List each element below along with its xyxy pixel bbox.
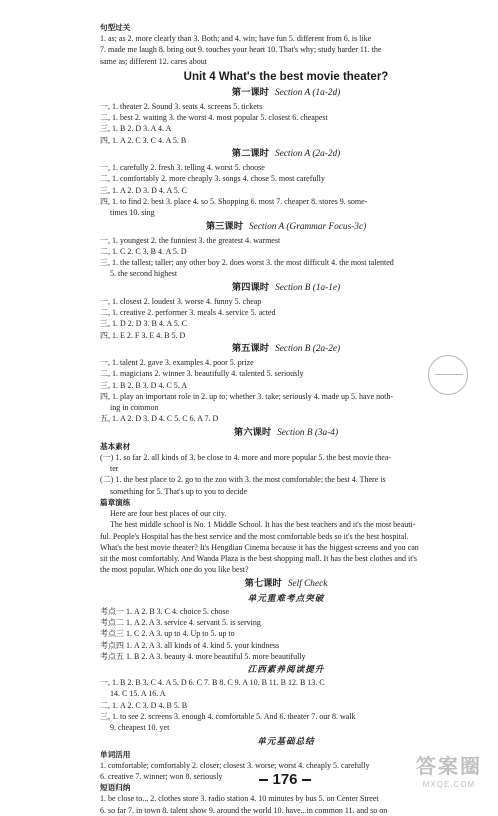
lesson-heading-3	[100, 220, 472, 234]
lesson-section: Section B (1a-1e)	[275, 282, 341, 293]
answer-line: 考点二 1. A 2. A 3. service 4. servant 5. is serving	[100, 617, 261, 627]
answer-line: 一, 1. carefully 2. fresh 3. telling 4. worst 5. choose	[100, 163, 265, 173]
answer-line: 二, 1. comfortably 2. more cheaply 3. songs 4. chose 5. most carefully	[100, 174, 325, 184]
answer-line: 一, 1. talent 2. gave 3. examples 4. poor 5. prize	[100, 357, 254, 367]
answer-line: 6. creative 7. winner; won 8. seriously	[100, 771, 223, 781]
answer-line: 三, 1. to see 2. screens 3. enough 4. comfortable 5. And 6. theater 7. our 8. walk	[100, 712, 356, 722]
section-heading-phrases: 短语归纳	[100, 783, 131, 793]
answer-line: 三, 1. A 2. D 3. D 4. A 5. C	[100, 185, 188, 195]
answer-line: 考点五 1. B 2. A 3. beauty 4. more beautiful 5. more beautifully	[100, 651, 306, 661]
lesson-section: Self Check	[287, 578, 328, 589]
answer-line: 五, 1. A 2. D 3. D 4. C 5. C 6. A 7. D	[100, 414, 219, 424]
lesson-heading-5	[100, 342, 472, 356]
answer-line: 二, 1. creative 2. performer 3. meals 4. service 5. acted	[100, 308, 276, 318]
answer-line: 三, 1. B 2. D 3. A 4. A	[100, 124, 172, 134]
watermark-url: MXQE.COM	[422, 780, 476, 789]
answer-line: 一, 1. youngest 2. the funniest 3. the greatest 4. warmest	[100, 235, 281, 245]
lesson-heading-6	[100, 426, 472, 440]
subheading-reading: 江西素养阅读提升	[247, 664, 325, 675]
lesson-heading-2	[100, 147, 472, 161]
answer-line: 1. comfortable; comfortably 2. closer; closest 3. worse; worst 4. cheaply 5. carefully	[100, 760, 370, 770]
answer-line: ter	[110, 464, 119, 474]
lesson-heading-1	[100, 86, 472, 100]
answer-line: 二, 1. C 2. C 3. B 4. A 5. D	[100, 246, 187, 256]
dash-left	[259, 779, 268, 781]
lesson-number: 第六课时	[233, 427, 272, 438]
answer-line: ing in common	[110, 403, 159, 413]
lesson-number: 第五课时	[231, 343, 270, 354]
watermark-text: 答案圈	[416, 756, 482, 778]
answer-line: 1. be close to... 2. clothes store 3. radio station 4. 10 minutes by bus 5. on Center Street	[100, 794, 379, 804]
answer-line: 三, 1. D 2. D 3. B 4. A 5. C	[100, 319, 188, 329]
section-heading-passage-practice: 篇章演练	[100, 497, 131, 507]
unit-title: Unit 4 What's the best movie theater?	[183, 70, 389, 83]
section-heading-basic-material: 基本素材	[100, 441, 131, 451]
answer-line: (一) 1. so far 2. all kinds of 3. be close to 4. more and more popular 5. the best movie thea-	[100, 452, 392, 462]
answer-line: 三, 1. B 2. B 3. D 4. C 5. A	[100, 380, 188, 390]
lesson-number: 第四课时	[231, 282, 270, 293]
answer-line: 一, 1. theater 2. Sound 3. seats 4. screens 5. tickets	[100, 101, 263, 111]
lesson-number: 第七课时	[244, 578, 282, 589]
lesson-section: Section B (3a-4)	[277, 427, 339, 438]
answer-line: 三, 1. the tallest; taller; any other boy 2. does worst 3. the most difficult 4. the most talented	[100, 258, 394, 268]
answer-line: 一, 1. B 2. B 3. C 4. A 5. D 6. C 7. B 8. C 9. A 10. B 11. B 12. B 13. C	[100, 678, 325, 688]
answer-line: (二) 1. the best place to 2. go to the zoo with 3. the most comfortable; the best 4. There is	[100, 475, 386, 485]
essay-line: The best middle school is No. 1 Middle School. It has the best teachers and it's the most beauti-	[110, 520, 416, 530]
lesson-section: Section A (Grammar Focus-3c)	[249, 221, 367, 232]
answer-line: 6. so far 7. in town 8. talent show 9. around the world 10. have...in common 11. and so on	[100, 805, 388, 815]
essay-line: sit the most comfortably. And Wanda Plaza is the best shopping mall. It has the best clothes and it's	[100, 554, 417, 564]
essay-line: What's the best movie theater? It's Hengdian Cinema because it has the biggest screens and you can	[100, 542, 419, 552]
stamp-mark	[428, 355, 468, 395]
answer-line: 二, 1. best 2. waiting 3. the worst 4. most popular 5. closest 6. cheapest	[100, 113, 328, 123]
answer-line: 考点三 1. C 2. A 3. up to 4. Up to 5. up to	[100, 629, 235, 639]
answer-line: 14. C 15. A 16. A	[110, 689, 166, 699]
essay-line: the most popular. Which one do you like best?	[100, 565, 249, 575]
answer-line: 考点一 1. A 2. B 3. C 4. choice 5. chose	[100, 606, 230, 616]
dash-right	[302, 779, 311, 781]
answer-line: 四, 1. A 2. C 3. C 4. A 5. B	[100, 135, 187, 145]
section-heading-sentence-drills: 句型过关	[100, 23, 131, 32]
essay-line: ful. People's Hospital has the best service and the most comfortable beds so it's the best hospital.	[100, 531, 409, 541]
essay-line: Here are four best places of our city.	[110, 508, 227, 518]
lesson-heading-4	[100, 281, 472, 295]
answer-line: 7. made me laugh 8. bring out 9. touches your heart 10. That's why; study harder 11. the	[100, 45, 382, 55]
page-number-text: 176	[272, 771, 298, 788]
subheading-key-points: 单元重难考点突破	[247, 592, 325, 603]
lesson-number: 第二课时	[231, 149, 269, 160]
lesson-number: 第三课时	[205, 221, 244, 232]
lesson-section: Section B (2a-2e)	[275, 343, 341, 354]
answer-line: 5. the second highest	[110, 269, 178, 279]
section-heading-vocabulary: 单词活用	[100, 749, 131, 759]
lesson-section: Section A (1a-2d)	[274, 87, 341, 98]
answer-line: 二, 1. magicians 2. winner 3. beautifully 4. talented 5. seriously	[100, 369, 304, 379]
answer-line: 考点四 1. A 2. A 3. all kinds of 4. kind 5. your kindness	[100, 640, 280, 650]
lesson-number: 第一课时	[231, 87, 269, 98]
subheading-unit-summary: 单元基础总结	[257, 735, 315, 746]
answer-line: 四, 1. E 2. F 3. E 4. B 5. D	[100, 330, 186, 340]
answer-line: 9. cheapest 10. yet	[110, 723, 170, 733]
answer-line: same as; different 12. cares about	[100, 56, 207, 66]
answer-line: 四, 1. to find 2. best 3. place 4. so 5. Shopping 6. most 7. cheaper 8. stores 9. some-	[100, 196, 368, 206]
answer-line: something for 5. That's up to you to decide	[110, 486, 248, 496]
watermark-logo	[404, 754, 494, 798]
answer-line: 二, 1. A 2. C 3. D 4. B 5. B	[100, 700, 188, 710]
lesson-section: Section A (2a-2d)	[274, 149, 341, 160]
lesson-heading-7	[100, 577, 472, 591]
answer-line: 四, 1. play an important role in 2. up to; whether 3. take; seriously 4. made up 5. have noth-	[100, 391, 394, 401]
answer-line: 一, 1. closest 2. loudest 3. worse 4. funny 5. cheap	[100, 296, 262, 306]
page-number	[255, 771, 315, 789]
answer-line: times 10. sing	[110, 208, 155, 218]
answer-line: 1. as; as 2. more clearly than 3. Both; and 4. win; have fun 5. different from 6. is like	[100, 34, 372, 43]
